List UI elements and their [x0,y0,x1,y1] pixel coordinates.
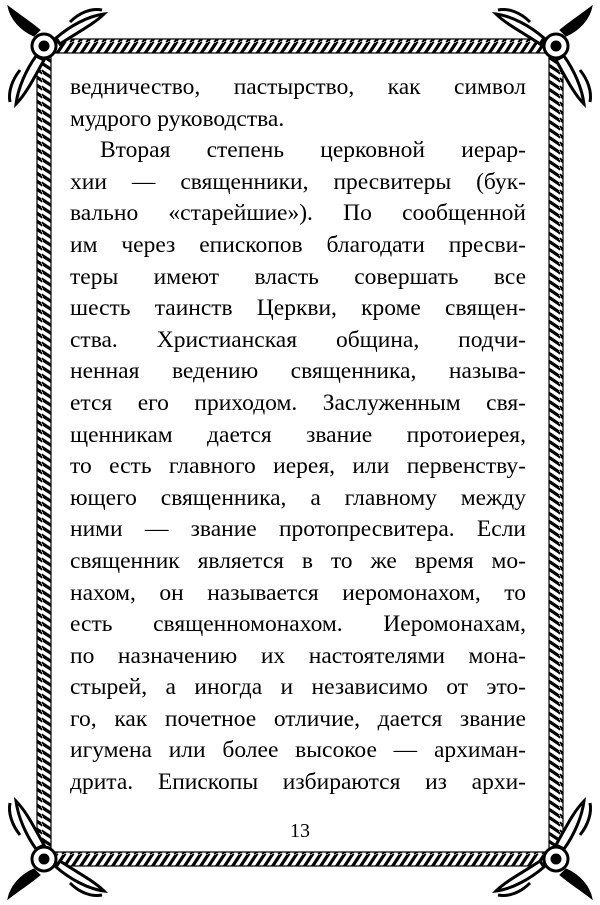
text-line: ющего священника, а главному между [70,484,526,511]
page-number: 13 [290,820,310,842]
text-line: игумена или более высокое — архиман- [70,737,526,764]
text-line: вально «старейшие»). По сообщенной [70,200,526,227]
rope-bottom [42,852,558,866]
rope-right [549,46,563,859]
text-line: ними — звание протопресвитера. Если [70,516,526,543]
text-line: теры имеют власть совершать все [70,263,526,290]
text-line: ется его приходом. Заслуженным свя- [70,389,526,416]
text-line: дрита. Епископы избираются из архи- [70,769,526,796]
text-line: есть священномонахом. Иеромонахам, [70,611,526,638]
text-line: шесть таинств Церкви, кроме священ- [70,295,526,322]
text-line: мудрого руководства. [70,105,285,132]
text-line: нахом, он называется иеромонахом, то [70,579,526,606]
corner-ornament-bottom-left [8,801,104,899]
corner-ornament-bottom-right [496,801,592,899]
text-line: священник является в то же время мо- [70,547,526,574]
text-line: го, как почетное отличие, дается звание [70,705,526,732]
text-line: хии — священники, пресвитеры (бук- [70,168,526,195]
text-line: по назначению их настоятелями мона- [70,642,526,669]
rope-left [37,46,51,859]
text-line: Вторая степень церковной иерар- [100,137,526,164]
text-line: им через епископов благодати пресви- [70,231,526,258]
text-line: ства. Христианская община, подчи- [70,326,526,353]
rope-top [42,39,558,53]
text-line: ненная ведению священника, называ- [70,358,526,385]
text-line: стырей, а иногда и независимо от это- [70,674,526,701]
text-line: щенникам дается звание протоиерея, [70,421,526,448]
text-line: ведничество, пастырство, как символ [70,74,526,100]
text-line: то есть главного иерея, или первенству- [70,453,526,480]
body-text [70,72,526,799]
